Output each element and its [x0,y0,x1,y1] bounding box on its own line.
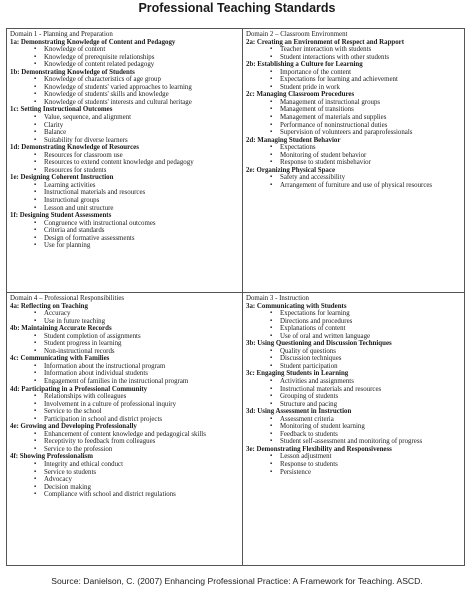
element-list [10,363,239,386]
domain-3-panel [246,295,462,476]
component-heading: 2e: Organizing Physical Space [246,166,335,174]
element-item: ▪ Assessment criteria [280,416,462,424]
element-list [10,220,239,250]
element-item: ▪ Instructional materials and resources [44,189,239,197]
component-heading: 4d: Participating in a Professional Community [10,385,148,393]
element-item: ▪ Involvement in a culture of professional inquiry [44,401,239,409]
element-item: ▪ Importance of the content [280,69,462,77]
element-list [246,416,462,446]
element-list [10,310,239,325]
component-heading: 3d: Using Assessment in Instruction [246,408,352,416]
element-item: ▪ Criteria and standards [44,227,239,235]
standards-grid [6,28,465,566]
element-item: ▪ Service to the school [44,408,239,416]
element-item: ▪ Response to students [280,461,462,469]
element-item: ▪ Advocacy [44,476,239,484]
element-item: ▪ Student completion of assignments [44,333,239,341]
element-item: ▪ Lesson adjustment [280,453,462,461]
element-list [10,182,239,212]
element-item: ▪ Receptivity to feedback from colleagues [44,438,239,446]
element-item: ▪ Design of formative assessments [44,235,239,243]
element-item: ▪ Monitoring of student learning [280,423,462,431]
element-list [246,144,462,167]
element-item: ▪ Use for planning [44,242,239,250]
element-list [10,393,239,423]
element-item: ▪ Instructional materials and resources [280,386,462,394]
element-list [10,461,239,499]
element-list [10,114,239,144]
element-item: ▪ Knowledge of students' skills and knowledge [44,91,239,99]
element-list [246,99,462,137]
element-item: ▪ Suitability for diverse learners [44,137,239,145]
element-item: ▪ Activities and assignments [280,378,462,386]
component-heading: 4c: Communicating with Families [10,355,110,363]
element-list [246,174,462,189]
element-item: ▪ Service to the profession [44,446,239,454]
element-item: ▪ Value, sequence, and alignment [44,114,239,122]
element-item: ▪ Monitoring of student behavior [280,152,462,160]
element-item: ▪ Knowledge of content [44,46,239,54]
element-list [246,46,462,61]
domain-heading: Domain 3 - Instruction [246,295,309,302]
element-item: ▪ Student self-assessment and monitoring of progress [280,438,462,446]
component-heading: 3e: Demonstrating Flexibility and Responsiveness [246,445,392,453]
domain-heading: Domain 1 - Planning and Preparation [10,31,113,38]
grid-horizontal-divider [7,292,464,293]
element-list [246,310,462,340]
element-item: ▪ Resources for students [44,167,239,175]
element-item: ▪ Knowledge of content related pedagogy [44,61,239,69]
domain-heading: Domain 2 – Classroom Environment [246,31,348,38]
component-heading: 3a: Communicating with Students [246,302,347,310]
component-heading: 1e: Designing Coherent Instruction [10,174,114,182]
element-list [246,348,462,371]
component-heading: 4a: Reflecting on Teaching [10,302,88,310]
component-heading: 2d: Managing Student Behavior [246,136,341,144]
element-item: ▪ Quality of questions [280,348,462,356]
element-item: ▪ Instructional groups [44,197,239,205]
element-list [10,333,239,356]
component-heading: 3b: Using Questioning and Discussion Techniques [246,340,392,348]
element-item: ▪ Persistence [280,469,462,477]
element-item: ▪ Knowledge of students' interests and cultural heritage [44,99,239,107]
element-item: ▪ Participation in school and district projects [44,416,239,424]
element-item: ▪ Non-instructional records [44,348,239,356]
element-item: ▪ Knowledge of characteristics of age group [44,76,239,84]
element-item: ▪ Expectations for learning and achievement [280,76,462,84]
component-heading: 2c: Managing Classroom Procedures [246,91,355,99]
domain-4-panel [10,295,239,499]
element-item: ▪ Arrangement of furniture and use of physical resources [280,182,462,190]
element-item: ▪ Knowledge of students' varied approaches to learning [44,84,239,92]
element-list [10,76,239,106]
element-item: ▪ Information about the instructional program [44,363,239,371]
element-item: ▪ Student participation [280,363,462,371]
element-item: ▪ Teacher interaction with students [280,46,462,54]
element-list [246,69,462,92]
domain-2-panel [246,31,462,189]
element-item: ▪ Management of instructional groups [280,99,462,107]
element-item: ▪ Student interactions with other students [280,54,462,62]
element-item: ▪ Response to student misbehavior [280,159,462,167]
component-heading: 1f: Designing Student Assessments [10,212,112,220]
element-item: ▪ Service to students [44,469,239,477]
element-item: ▪ Performance of noninstructional duties [280,122,462,130]
component-heading: 4e: Growing and Developing Professionally [10,423,137,431]
component-heading: 4f: Showing Professionalism [10,453,93,461]
page-title: Professional Teaching Standards [138,1,336,15]
element-item: ▪ Balance [44,129,239,137]
element-list [246,378,462,408]
element-item: ▪ Management of transitions [280,106,462,114]
element-item: ▪ Expectations for learning [280,310,462,318]
element-item: ▪ Learning activities [44,182,239,190]
element-item: ▪ Expectations [280,144,462,152]
element-item: ▪ Directions and procedures [280,318,462,326]
component-heading: 2b: Establishing a Culture for Learning [246,61,363,69]
element-item: ▪ Feedback to students [280,431,462,439]
element-item: ▪ Resources to extend content knowledge and pedagogy [44,159,239,167]
component-heading: 4b: Maintaining Accurate Records [10,325,112,333]
source-citation: Source: Danielson, C. (2007) Enhancing Professional Practice: A Framework for Teaching. ASCD. [51,576,423,586]
element-item: ▪ Use in future teaching [44,318,239,326]
element-list [10,152,239,175]
element-item: ▪ Information about individual students [44,370,239,378]
grid-vertical-divider [242,29,243,565]
component-heading: 2a: Creating an Environment of Respect and Rapport [246,38,405,46]
element-list [246,453,462,476]
element-item: ▪ Lesson and unit structure [44,205,239,213]
element-item: ▪ Congruence with instructional outcomes [44,220,239,228]
element-item: ▪ Grouping of students [280,393,462,401]
element-item: ▪ Accuracy [44,310,239,318]
element-item: ▪ Structure and pacing [280,401,462,409]
element-item: ▪ Use of oral and written language [280,333,462,341]
component-heading: 1c: Setting Instructional Outcomes [10,106,113,114]
element-list [10,431,239,454]
element-item: ▪ Relationships with colleagues [44,393,239,401]
element-item: ▪ Supervision of volunteers and paraprofessionals [280,129,462,137]
element-item: ▪ Resources for classroom use [44,152,239,160]
element-item: ▪ Clarity [44,122,239,130]
element-item: ▪ Explanations of content [280,325,462,333]
element-item: ▪ Engagement of families in the instructional program [44,378,239,386]
element-item: ▪ Integrity and ethical conduct [44,461,239,469]
element-list [10,46,239,69]
element-item: ▪ Discussion techniques [280,355,462,363]
component-heading: 3c: Engaging Students in Learning [246,370,349,378]
component-heading: 1b: Demonstrating Knowledge of Students [10,68,135,76]
component-heading: 1a: Demonstrating Knowledge of Content and Pedagogy [10,38,176,46]
element-item: ▪ Student pride in work [280,84,462,92]
element-item: ▪ Student progress in learning [44,340,239,348]
element-item: ▪ Knowledge of prerequisite relationships [44,54,239,62]
element-item: ▪ Compliance with school and district regulations [44,491,239,499]
element-item: ▪ Safety and accessibility [280,174,462,182]
element-item: ▪ Management of materials and supplies [280,114,462,122]
domain-heading: Domain 4 – Professional Responsibilities [10,295,125,302]
component-heading: 1d: Demonstrating Knowledge of Resources [10,144,139,152]
element-item: ▪ Decision making [44,484,239,492]
domain-1-panel [10,31,239,250]
element-item: ▪ Enhancement of content knowledge and pedagogical skills [44,431,239,439]
